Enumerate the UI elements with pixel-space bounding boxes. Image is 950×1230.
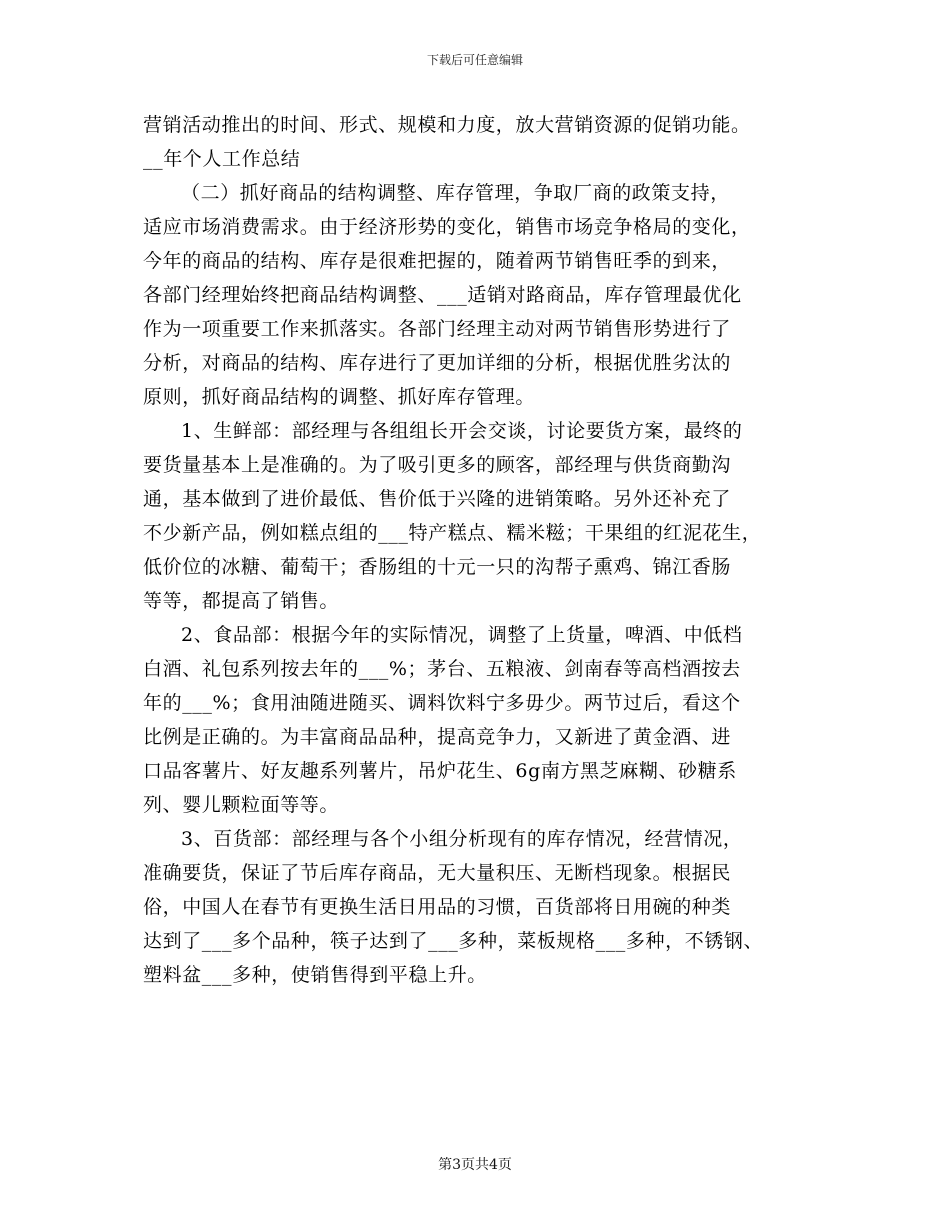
body-line: 今年的商品的结构、库存是很难把握的，随着两节销售旺季的到来， (143, 250, 732, 272)
body-line: 列、婴儿颗粒面等等。 (143, 794, 340, 816)
header-note: 下载后可任意编辑 (426, 53, 523, 67)
body-line: 不少新产品，例如糕点组的___特产糕点、糯米糍；干果组的红泥花生， (143, 522, 762, 544)
body-line: 原则，抓好商品结构的调整、抓好库存管理。 (143, 386, 536, 408)
department-item-line: 3、百货部：部经理与各个小组分析现有的库存情况，经营情况， (181, 828, 743, 850)
body-line: 准确要货，保证了节后库存商品，无大量积压、无断档现象。根据民 (143, 862, 732, 884)
section-title-line: __年个人工作总结 (143, 148, 301, 170)
body-line: 分析，对商品的结构、库存进行了更加详细的分析，根据优胜劣汰的 (143, 352, 732, 374)
body-line: 比例是正确的。为丰富商品品种，提高竞争力，又新进了黄金酒、进 (143, 726, 732, 748)
body-line: 塑料盆___多种，使销售得到平稳上升。 (143, 964, 487, 986)
section-heading-line: （二）抓好商品的结构调整、库存管理，争取厂商的政策支持， (181, 182, 730, 204)
body-line: 俗，中国人在春节有更换生活日用品的习惯，百货部将日用碗的种类 (143, 896, 732, 918)
document-body (143, 108, 823, 992)
page-number: 第3页共4页 (438, 1157, 512, 1173)
body-line: 等等，都提高了销售。 (143, 590, 340, 612)
body-line: 低价位的冰糖、葡萄干；香肠组的十元一只的沟帮子熏鸡、锦江香肠 (143, 556, 732, 578)
department-item-line: 1、生鲜部：部经理与各组组长开会交谈，讨论要货方案，最终的 (181, 420, 743, 442)
body-line: 达到了___多个品种，筷子达到了___多种，菜板规格___多种，不锈钢、 (143, 930, 764, 952)
body-line: 口品客薯片、好友趣系列薯片，吊炉花生、6g南方黑芝麻糊、砂糖系 (143, 760, 737, 782)
department-item-line: 2、食品部：根据今年的实际情况，调整了上货量，啤酒、中低档 (181, 624, 743, 646)
body-line: 白酒、礼包系列按去年的___%；茅台、五粮液、剑南春等高档酒按去 (143, 658, 741, 680)
body-line: 作为一项重要工作来抓落实。各部门经理主动对两节销售形势进行了 (143, 318, 732, 340)
body-line: 通，基本做到了进价最低、售价低于兴隆的进销策略。另外还补充了 (143, 488, 732, 510)
body-line: 营销活动推出的时间、形式、规模和力度，放大营销资源的促销功能。 (143, 114, 751, 136)
body-line: 各部门经理始终把商品结构调整、___适销对路商品，库存管理最优化 (143, 284, 742, 306)
body-line: 适应市场消费需求。由于经济形势的变化，销售市场竞争格局的变化， (143, 216, 751, 238)
body-line: 年的___%；食用油随进随买、调料饮料宁多毋少。两节过后，看这个 (143, 692, 741, 714)
body-line: 要货量基本上是准确的。为了吸引更多的顾客，部经理与供货商勤沟 (143, 454, 732, 476)
